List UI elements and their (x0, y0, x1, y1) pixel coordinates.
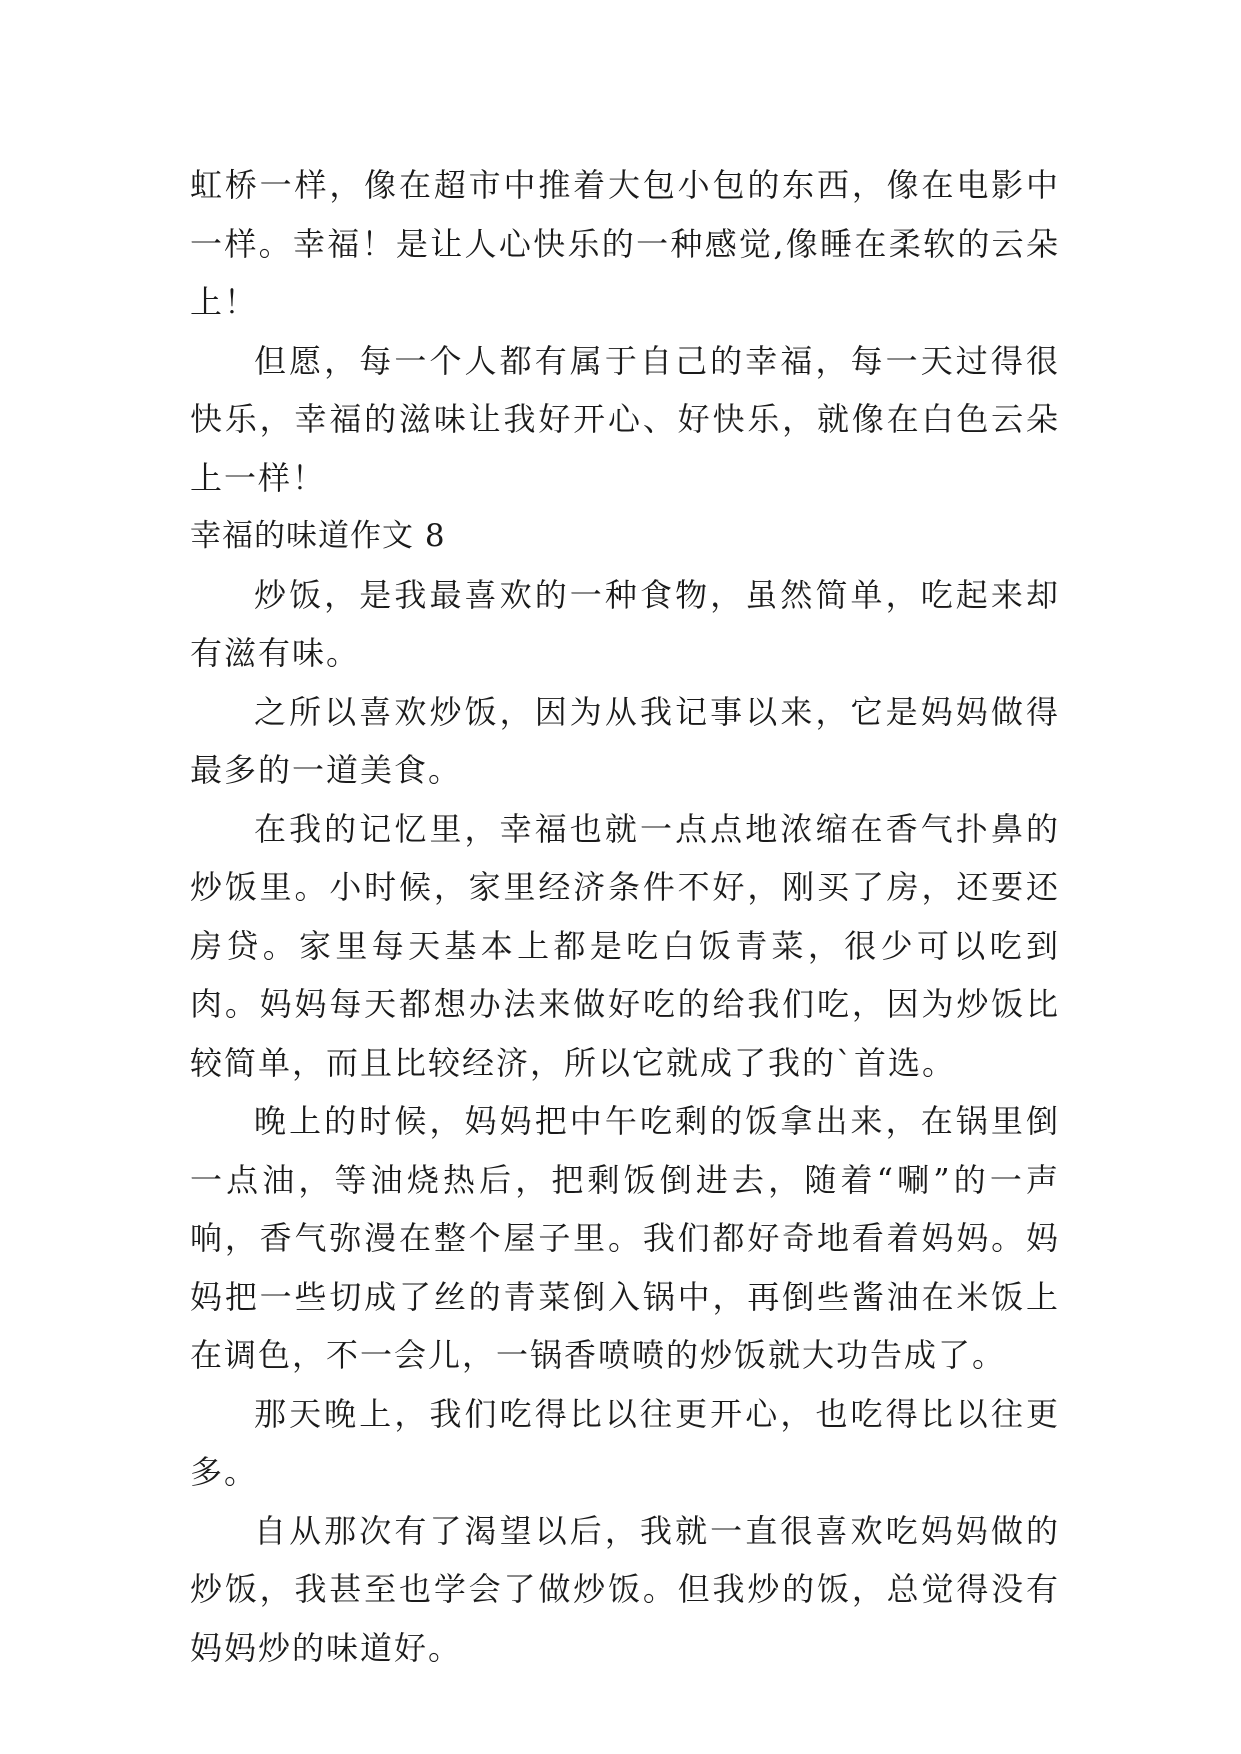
paragraph-conclusion: 自从那次有了渴望以后，我就一直很喜欢吃妈妈做的炒饭，我甚至也学会了做炒饭。但我炒的饭，总觉得没有妈妈炒的味道好。 (190, 1511, 1060, 1667)
document-body (190, 156, 1060, 1677)
paragraph-wish: 但愿，每一个人都有属于自己的幸福，每一天过得很快乐，幸福的滋味让我好开心、好快乐，就像在白色云朵上一样！ (190, 341, 1060, 497)
paragraph-that-night: 那天晚上，我们吃得比以往更开心，也吃得比以往更多。 (190, 1394, 1060, 1491)
paragraph-reason: 之所以喜欢炒饭，因为从我记事以来，它是妈妈做得最多的一道美食。 (190, 692, 1060, 789)
paragraph-evening: 晚上的时候，妈妈把中午吃剩的饭拿出来，在锅里倒一点油，等油烧热后，把剩饭倒进去，随着“唰”的一声响，香气弥漫在整个屋子里。我们都好奇地看着妈妈。妈妈把一些切成了丝的青菜倒入锅中，再倒些酱油在米饭上在调色，不一会儿，一锅香喷喷的炒饭就大功告成了。 (190, 1102, 1060, 1374)
essay-heading: 幸福的味道作文 8 (190, 518, 446, 554)
paragraph-fried-rice-intro: 炒饭，是我最喜欢的一种食物，虽然简单，吃起来却有滋有味。 (190, 575, 1060, 672)
paragraph-memory: 在我的记忆里，幸福也就一点点地浓缩在香气扑鼻的炒饭里。小时候，家里经济条件不好，刚买了房，还要还房贷。家里每天基本上都是吃白饭青菜，很少可以吃到肉。妈妈每天都想办法来做好吃的给我们吃，因为炒饭比较简单，而且比较经济，所以它就成了我的`首选。 (190, 809, 1060, 1082)
paragraph-continuation: 虹桥一样，像在超市中推着大包小包的东西，像在电影中一样。幸福！是让人心快乐的一种感觉,像睡在柔软的云朵上！ (190, 166, 1060, 321)
